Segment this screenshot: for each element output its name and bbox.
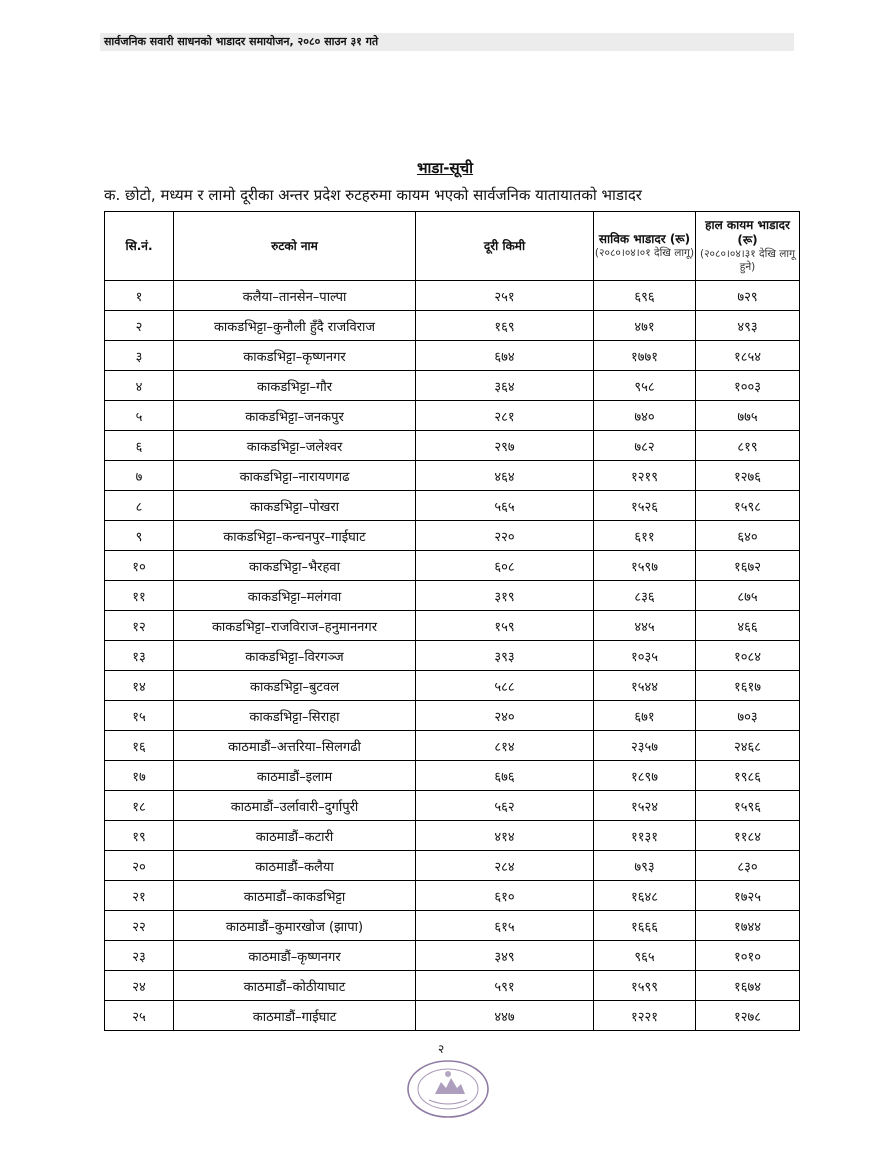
cell-route: काकडभिट्टा–राजविराज–हनुमाननगर — [174, 611, 416, 641]
cell-old-rate: ६९६ — [594, 281, 696, 311]
cell-new-rate: ४९३ — [696, 311, 800, 341]
cell-old-rate: १५९७ — [594, 551, 696, 581]
table-row — [105, 461, 800, 491]
cell-distance: ३४९ — [416, 941, 594, 971]
column-header-new-rate — [696, 212, 800, 281]
cell-distance: ४६४ — [416, 461, 594, 491]
cell-distance: ४४७ — [416, 1001, 594, 1031]
cell-new-rate: ७०३ — [696, 701, 800, 731]
table-row — [105, 881, 800, 911]
cell-new-rate: १२७६ — [696, 461, 800, 491]
cell-route: काकडभिट्टा–विरगञ्ज — [174, 641, 416, 671]
table-row — [105, 431, 800, 461]
cell-new-rate: १०८४ — [696, 641, 800, 671]
cell-route: काकडभिट्टा–कुनौली हुँदै राजविराज — [174, 311, 416, 341]
cell-old-rate: १०३५ — [594, 641, 696, 671]
cell-distance: १६९ — [416, 311, 594, 341]
cell-old-rate: १६६६ — [594, 911, 696, 941]
cell-sn: २२ — [105, 911, 174, 941]
table-row — [105, 911, 800, 941]
cell-new-rate: १००३ — [696, 371, 800, 401]
cell-distance: २४० — [416, 701, 594, 731]
cell-new-rate: १६७४ — [696, 971, 800, 1001]
table-row — [105, 941, 800, 971]
cell-route: काकडभिट्टा–पोखरा — [174, 491, 416, 521]
cell-sn: १ — [105, 281, 174, 311]
cell-route: काठमाडौं–उर्लावारी–दुर्गापुरी — [174, 791, 416, 821]
cell-new-rate: ८७५ — [696, 581, 800, 611]
cell-new-rate: १६७२ — [696, 551, 800, 581]
table-row — [105, 311, 800, 341]
cell-distance: २८१ — [416, 401, 594, 431]
cell-sn: १७ — [105, 761, 174, 791]
cell-distance: ६७६ — [416, 761, 594, 791]
cell-route: काकडभिट्टा–कृष्णनगर — [174, 341, 416, 371]
cell-old-rate: ४४५ — [594, 611, 696, 641]
cell-old-rate: १५९९ — [594, 971, 696, 1001]
cell-route: काठमाडौं–कृष्णनगर — [174, 941, 416, 971]
cell-new-rate: २४६८ — [696, 731, 800, 761]
cell-new-rate: १७४४ — [696, 911, 800, 941]
cell-old-rate: ७४० — [594, 401, 696, 431]
cell-sn: १४ — [105, 671, 174, 701]
column-header-old-rate — [594, 212, 696, 281]
cell-route: काठमाडौं–इलाम — [174, 761, 416, 791]
cell-route: काकडभिट्टा–सिराहा — [174, 701, 416, 731]
page-subtitle: क. छोटो, मध्यम र लामो दूरीका अन्तर प्रदेश रुटहरुमा कायम भएको सार्वजनिक यातायातको भाडादर — [104, 186, 642, 204]
cell-distance: ३९३ — [416, 641, 594, 671]
table-row — [105, 491, 800, 521]
cell-sn: ६ — [105, 431, 174, 461]
page-number: २ — [438, 1042, 445, 1056]
cell-new-rate: १९८६ — [696, 761, 800, 791]
cell-distance: ६१० — [416, 881, 594, 911]
cell-sn: ४ — [105, 371, 174, 401]
cell-old-rate: ६११ — [594, 521, 696, 551]
cell-sn: २३ — [105, 941, 174, 971]
cell-sn: २० — [105, 851, 174, 881]
cell-old-rate: ४७१ — [594, 311, 696, 341]
cell-distance: ५६२ — [416, 791, 594, 821]
cell-new-rate: ११८४ — [696, 821, 800, 851]
table-row — [105, 791, 800, 821]
cell-new-rate: १५९८ — [696, 491, 800, 521]
cell-distance: ३१९ — [416, 581, 594, 611]
cell-old-rate: १७७१ — [594, 341, 696, 371]
cell-old-rate: ९५८ — [594, 371, 696, 401]
table-row — [105, 671, 800, 701]
cell-old-rate: ९६५ — [594, 941, 696, 971]
new-rate-label: हाल कायम भाडादर (रू) — [705, 218, 790, 247]
table-row — [105, 341, 800, 371]
column-header-distance: दूरी किमी — [416, 212, 594, 281]
table-row — [105, 281, 800, 311]
cell-distance: ८१४ — [416, 731, 594, 761]
cell-new-rate: ४६६ — [696, 611, 800, 641]
cell-old-rate: १५२६ — [594, 491, 696, 521]
cell-old-rate: २३५७ — [594, 731, 696, 761]
cell-old-rate: ६७१ — [594, 701, 696, 731]
cell-sn: १० — [105, 551, 174, 581]
header-text: सार्वजनिक सवारी साधनको भाडादर समायोजन, २०८० साउन ३१ गते — [104, 35, 379, 48]
table-row — [105, 1001, 800, 1031]
table-row — [105, 821, 800, 851]
table-row — [105, 521, 800, 551]
cell-route: काकडभिट्टा–जलेश्वर — [174, 431, 416, 461]
cell-distance: ६०८ — [416, 551, 594, 581]
table-row — [105, 401, 800, 431]
cell-route: काकडभिट्टा–नारायणगढ — [174, 461, 416, 491]
cell-new-rate: १८५४ — [696, 341, 800, 371]
cell-old-rate: ७९३ — [594, 851, 696, 881]
cell-sn: २ — [105, 311, 174, 341]
cell-new-rate: १०१० — [696, 941, 800, 971]
cell-route: काठमाडौं–अत्तरिया–सिलगढी — [174, 731, 416, 761]
cell-distance: २८४ — [416, 851, 594, 881]
cell-sn: १८ — [105, 791, 174, 821]
cell-old-rate: ८३६ — [594, 581, 696, 611]
page-title: भाडा-सूची — [416, 159, 474, 177]
cell-new-rate: ७२९ — [696, 281, 800, 311]
cell-route: काठमाडौं–गाईघाट — [174, 1001, 416, 1031]
cell-new-rate: ७७५ — [696, 401, 800, 431]
cell-old-rate: ११३१ — [594, 821, 696, 851]
table-body — [105, 281, 800, 1031]
old-rate-note: (२०८०।०४।०१ देखि लागू) — [594, 247, 695, 259]
cell-distance: ४१४ — [416, 821, 594, 851]
table-header-row — [105, 212, 800, 281]
cell-distance: ६१५ — [416, 911, 594, 941]
fare-table — [104, 211, 800, 1031]
cell-distance: ५९१ — [416, 971, 594, 1001]
cell-route: काकडभिट्टा–बुटवल — [174, 671, 416, 701]
table-row — [105, 581, 800, 611]
cell-route: काकडभिट्टा–मलंगवा — [174, 581, 416, 611]
cell-new-rate: १५९६ — [696, 791, 800, 821]
table-row — [105, 701, 800, 731]
office-seal-icon — [405, 1058, 491, 1120]
table-row — [105, 851, 800, 881]
cell-distance: ६७४ — [416, 341, 594, 371]
column-header-route: रुटको नाम — [174, 212, 416, 281]
cell-route: कलैया–तानसेन–पाल्पा — [174, 281, 416, 311]
cell-route: काकडभिट्टा–भैरहवा — [174, 551, 416, 581]
cell-route: काठमाडौं–कटारी — [174, 821, 416, 851]
column-header-sn: सि.नं. — [105, 212, 174, 281]
cell-sn: २४ — [105, 971, 174, 1001]
cell-sn: १५ — [105, 701, 174, 731]
cell-old-rate: १२२१ — [594, 1001, 696, 1031]
cell-sn: ९ — [105, 521, 174, 551]
cell-route: काकडभिट्टा–कन्चनपुर–गाईघाट — [174, 521, 416, 551]
cell-new-rate: ८१९ — [696, 431, 800, 461]
cell-new-rate: ६४० — [696, 521, 800, 551]
cell-sn: १९ — [105, 821, 174, 851]
table-row — [105, 731, 800, 761]
table-row — [105, 551, 800, 581]
cell-sn: १२ — [105, 611, 174, 641]
cell-route: काठमाडौं–कोठीयाघाट — [174, 971, 416, 1001]
cell-new-rate: १६१७ — [696, 671, 800, 701]
cell-route: काठमाडौं–काकडभिट्टा — [174, 881, 416, 911]
table-row — [105, 761, 800, 791]
cell-sn: ८ — [105, 491, 174, 521]
cell-new-rate: ८३० — [696, 851, 800, 881]
cell-sn: २१ — [105, 881, 174, 911]
cell-route: काठमाडौं–कुमारखोज (झापा) — [174, 911, 416, 941]
cell-sn: २५ — [105, 1001, 174, 1031]
cell-new-rate: १२७८ — [696, 1001, 800, 1031]
cell-sn: १३ — [105, 641, 174, 671]
cell-old-rate: १६४८ — [594, 881, 696, 911]
cell-sn: ५ — [105, 401, 174, 431]
table-row — [105, 971, 800, 1001]
cell-distance: २९७ — [416, 431, 594, 461]
cell-new-rate: १७२५ — [696, 881, 800, 911]
cell-old-rate: १५२४ — [594, 791, 696, 821]
table-row — [105, 611, 800, 641]
cell-sn: १६ — [105, 731, 174, 761]
cell-sn: ११ — [105, 581, 174, 611]
cell-distance: २२० — [416, 521, 594, 551]
cell-distance: ३६४ — [416, 371, 594, 401]
cell-old-rate: १८९७ — [594, 761, 696, 791]
table-row — [105, 641, 800, 671]
cell-sn: ३ — [105, 341, 174, 371]
cell-route: काठमाडौं–कलैया — [174, 851, 416, 881]
new-rate-note: (२०८०।०४।३१ देखि लागू हुने) — [699, 248, 796, 273]
old-rate-label: साविक भाडादर (रू) — [598, 232, 691, 246]
cell-sn: ७ — [105, 461, 174, 491]
cell-distance: ५८८ — [416, 671, 594, 701]
cell-route: काकडभिट्टा–गौर — [174, 371, 416, 401]
cell-old-rate: १५४४ — [594, 671, 696, 701]
cell-old-rate: ७८२ — [594, 431, 696, 461]
cell-distance: ५६५ — [416, 491, 594, 521]
table-row — [105, 371, 800, 401]
cell-distance: २५१ — [416, 281, 594, 311]
cell-distance: १५९ — [416, 611, 594, 641]
cell-old-rate: १२१९ — [594, 461, 696, 491]
cell-route: काकडभिट्टा–जनकपुर — [174, 401, 416, 431]
